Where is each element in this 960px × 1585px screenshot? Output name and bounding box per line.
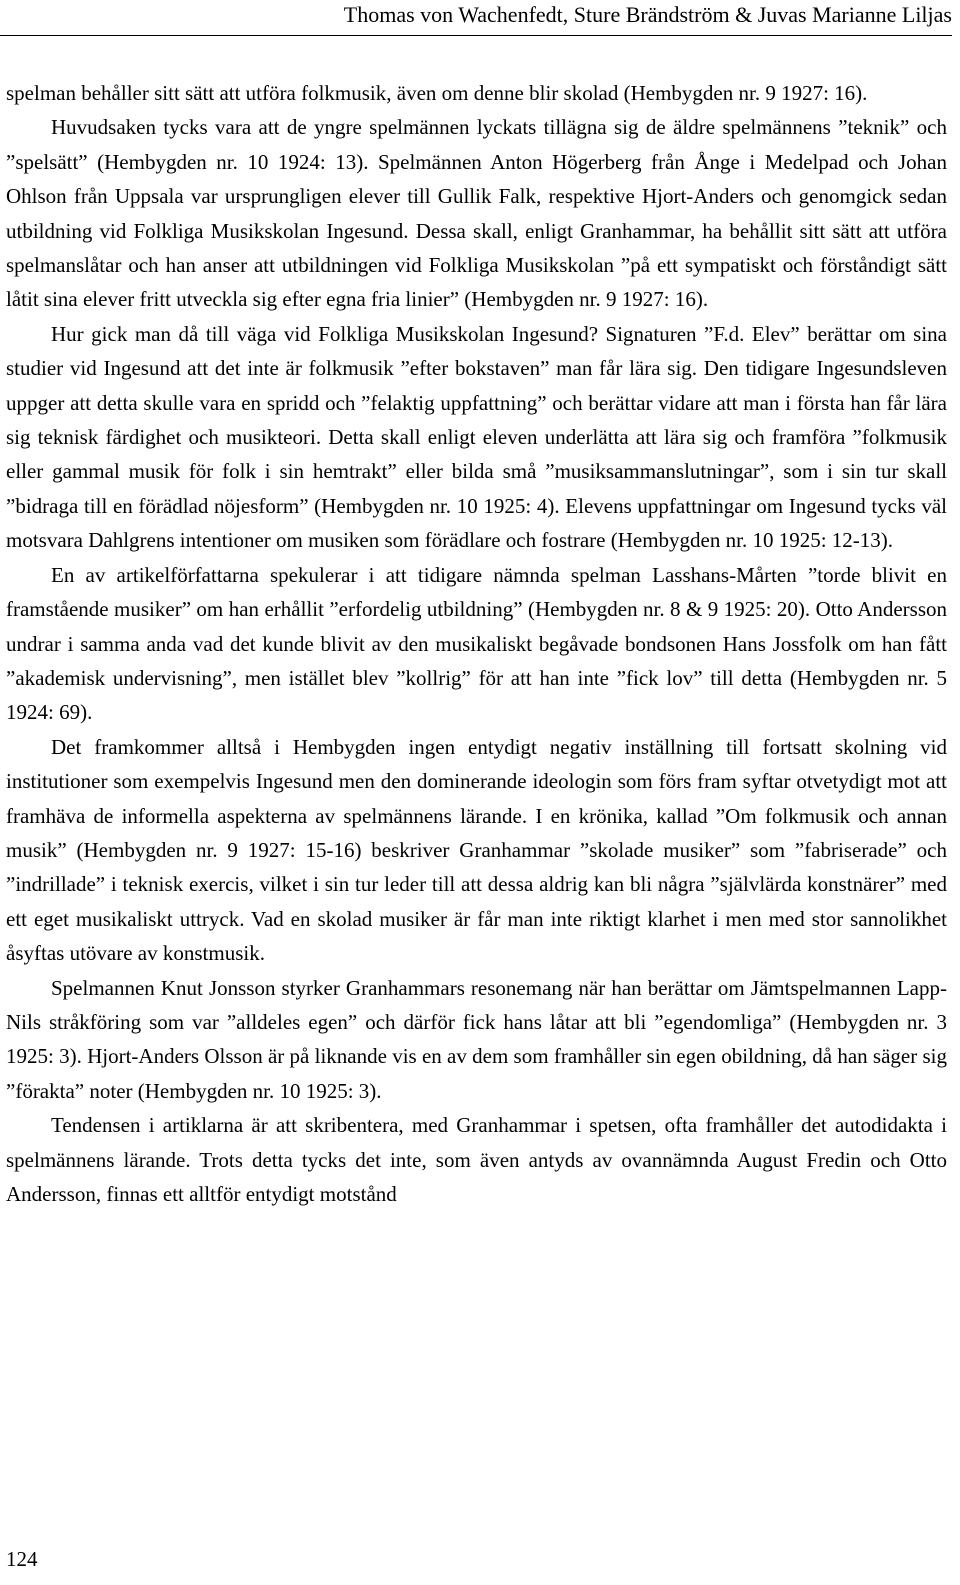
body-text	[6, 76, 947, 1211]
paragraph: Tendensen i artiklarna är att skribentera, med Granhammar i spetsen, ofta framhåller det autodidakta i spelmännens lärande. Trots detta tycks det inte, som även antyds av ovannämnda August Fredin och Otto Andersson, finnas ett alltför entydigt motstånd	[6, 1113, 947, 1206]
running-header	[0, 0, 952, 36]
running-title: Thomas von Wachenfedt, Sture Brändström & Juvas Marianne Liljas	[343, 2, 952, 27]
paragraph: En av artikelförfattarna spekulerar i att tidigare nämnda spelman Lasshans-Mårten ”torde blivit en framstående musiker” om han erhållit ”erfordelig utbildning” (Hembygden nr. 8 & 9 1925: 20). Otto Andersson undrar i samma anda vad det kunde blivit av den musikaliskt begåvade bondsonen Hans Jossfolk om han fått ”akademisk undervisning”, men istället blev ”kollrig” för att han inte ”fick lov” till detta (Hembygden nr. 5 1924: 69).	[6, 562, 947, 725]
paragraph: Huvudsaken tycks vara att de yngre spelmännen lyckats tillägna sig de äldre spelmännens ”teknik” och ”spelsätt” (Hembygden nr. 10 1924: 13). Spelmännen Anton Högerberg från Ånge i Medelpad och Johan Ohlson från Uppsala var ursprungligen elever till Gullik Falk, respektive Hjort-Anders och genomgick sedan utbildning vid Folkliga Musikskolan Ingesund. Dessa skall, enligt Granhammar, ha behållit sitt sätt att utföra spelmanslåtar och han anser att utbildningen vid Folkliga Musikskolan ”på ett sympatiskt och förståndigt sätt låtit sina elever fritt utveckla sig efter egna fria linier” (Hembygden nr. 9 1927: 16).	[6, 115, 947, 312]
paragraph-continuation: spelman behåller sitt sätt att utföra folkmusik, även om denne blir skolad (Hembygden nr. 9 1927: 16).	[6, 81, 868, 105]
page-number: 124	[6, 1547, 38, 1571]
paragraph: Spelmannen Knut Jonsson styrker Granhammars resonemang när han berättar om Jämtspelmannen Lapp-Nils stråkföring som var ”alldeles egen” och därför fick hans låtar att bli ”egendomliga” (Hembygden nr. 3 1925: 3). Hjort-Anders Olsson är på liknande vis en av dem som framhåller sin egen obildning, då han säger sig ”förakta” noter (Hembygden nr. 10 1925: 3).	[6, 975, 947, 1103]
paragraph: Det framkommer alltså i Hembygden ingen entydigt negativ inställning till fortsatt skolning vid institutioner som exempelvis Ingesund men den dominerande ideologin som förs fram syftar otvetydigt mot att framhäva de informella aspekterna av spelmännens lärande. I en krönika, kallad ”Om folkmusik och annan musik” (Hembygden nr. 9 1927: 15-16) beskriver Granhammar ”skolade musiker” som ”fabriserade” och ”indrillade” i teknisk exercis, vilket i sin tur leder till att dessa aldrig kan bli några ”självlärda konstnärer” med ett eget musikaliskt uttryck. Vad en skolad musiker är får man inte riktigt klarhet i men med stor sannolikhet åsyftas utövare av konstmusik.	[6, 734, 947, 966]
paragraph: Hur gick man då till väga vid Folkliga Musikskolan Ingesund? Signaturen ”F.d. Elev” berättar om sina studier vid Ingesund att det inte är folkmusik ”efter bokstaven” man får lära sig. Den tidigare Ingesundsleven uppger att detta skulle vara en spridd och ”felaktig uppfattning” och berättar vidare att man i första han får lära sig teknisk färdighet och musikteori. Detta skall enligt eleven underlätta att lära sig och framföra ”folkmusik eller gammal musik för folk i sin hemtrakt” eller bilda små ”musiksammanslutningar”, som i sin tur skall ”bidraga till en förädlad nöjesform” (Hembygden nr. 10 1925: 4). Elevens uppfattningar om Ingesund tycks väl motsvara Dahlgrens intentioner om musiken som förädlare och fostrare (Hembygden nr. 10 1925: 12-13).	[6, 321, 947, 553]
